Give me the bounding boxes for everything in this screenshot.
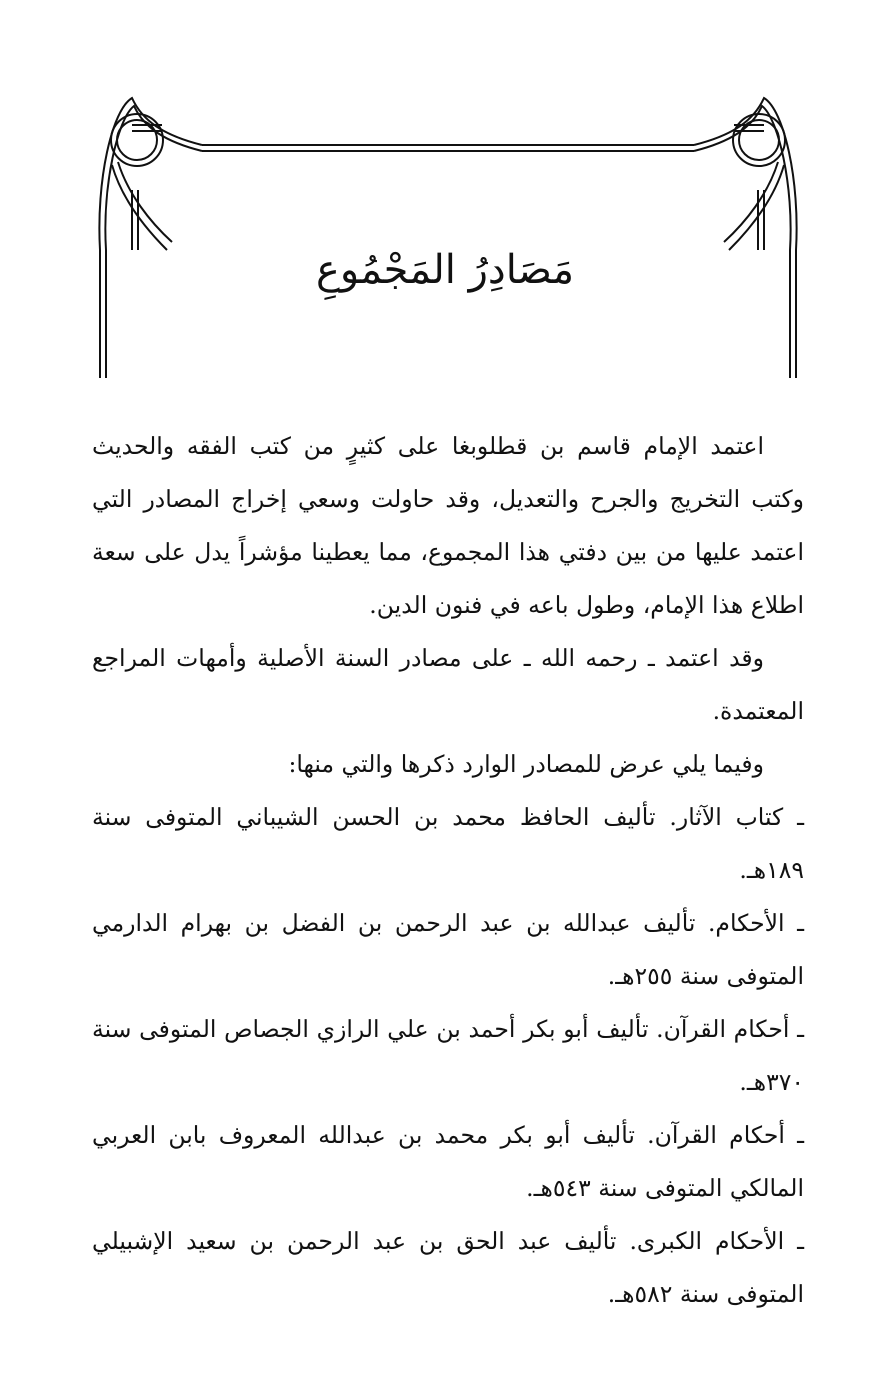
intro-paragraph: اعتمد الإمام قاسم بن قطلوبغا على كثيرٍ من كتب الفقه والحديث وكتب التخريج والجرح والتعديل، وقد حاولت وسعي إخراج المصادر التي اعتمد عليها من بين دفتي هذا المجموع، مما يعطينا مؤشراً يدل على سعة اطلاع هذا الإمام، وطول باعه في فنون الدين. (92, 432, 804, 619)
list-intro-paragraph: وفيما يلي عرض للمصادر الوارد ذكرها والتي منها: (288, 750, 764, 778)
source-item: ـ أحكام القرآن. تأليف أبو بكر أحمد بن علي الرازي الجصاص المتوفى سنة ٣٧٠هـ. (92, 1015, 804, 1096)
ornamental-title-frame (92, 90, 804, 380)
body-text (92, 420, 804, 1321)
source-item: ـ الأحكام الكبرى. تأليف عبد الحق بن عبد الرحمن بن سعيد الإشبيلي المتوفى سنة ٥٨٢هـ. (92, 1227, 804, 1308)
sources-paragraph: وقد اعتمد ـ رحمه الله ـ على مصادر السنة الأصلية وأمهات المراجع المعتمدة. (92, 644, 804, 725)
source-item: ـ كتاب الآثار. تأليف الحافظ محمد بن الحسن الشيباني المتوفى سنة ١٨٩هـ. (92, 803, 804, 884)
frame-ornament-icon (92, 90, 804, 380)
page-title: مَصَادِرُ المَجْمُوعِ (315, 247, 575, 293)
source-item: ـ أحكام القرآن. تأليف أبو بكر محمد بن عبدالله المعروف بابن العربي المالكي المتوفى سنة ٥٤٣هـ. (92, 1121, 804, 1202)
source-item: ـ الأحكام. تأليف عبدالله بن عبد الرحمن بن الفضل بن بهرام الدارمي المتوفى سنة ٢٥٥هـ. (92, 909, 804, 990)
